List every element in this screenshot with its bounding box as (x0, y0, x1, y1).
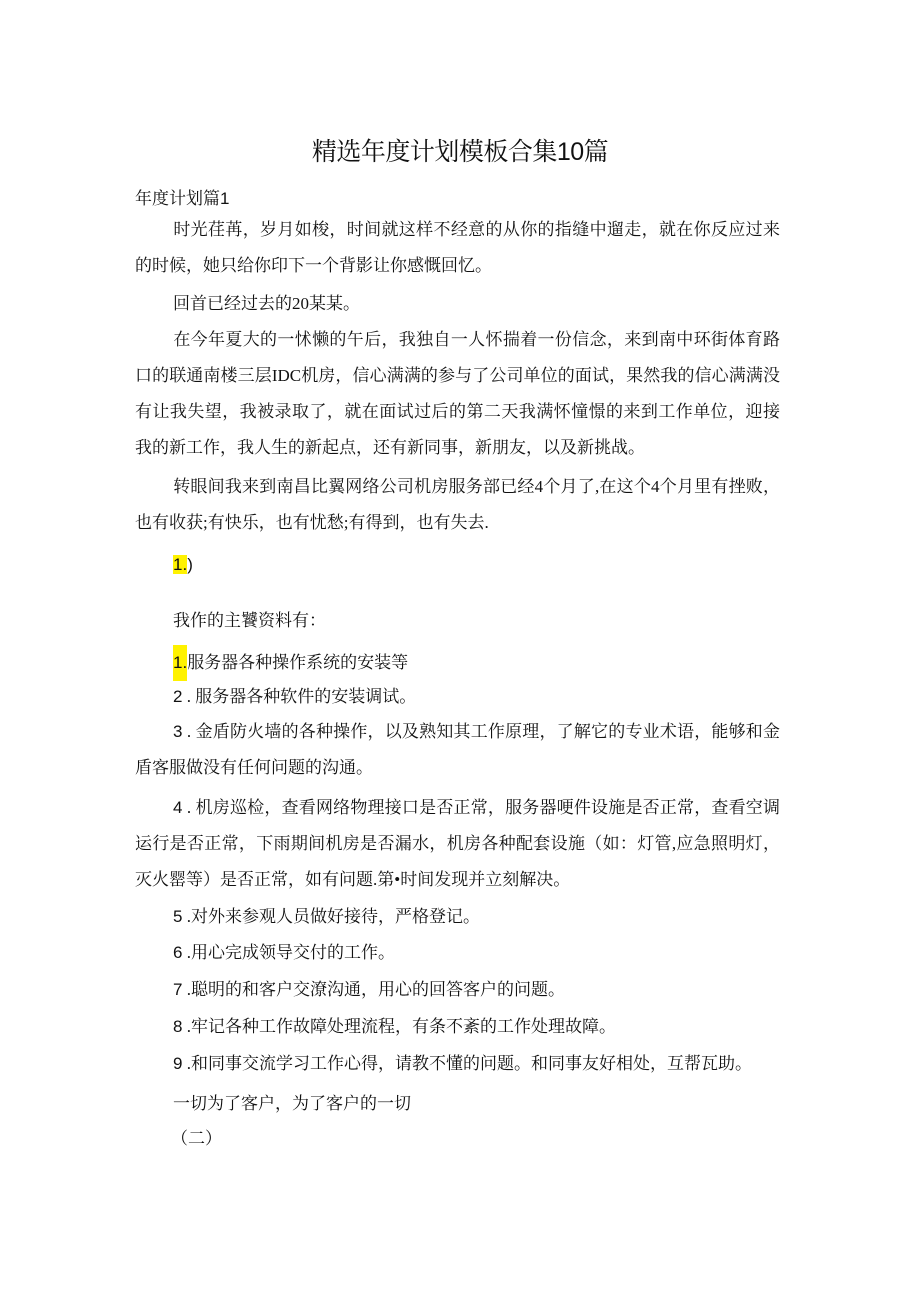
paragraph-2: 回首已经过去的20某某。 (173, 294, 360, 313)
duty-item-6 (173, 941, 395, 965)
document-title: 精选年度计划模板合集10篇 (311, 138, 609, 166)
subsection-marker (173, 553, 193, 577)
duty-item-7-text: .聪明的和客户交潦沟通，用心的回答客户的问题。 (182, 980, 565, 999)
duty-item-6-text: .用心完成领导交付的工作。 (182, 943, 395, 962)
paragraph-3 (135, 322, 780, 466)
duty-item-2 (173, 679, 780, 715)
duty-item-8 (173, 1015, 616, 1039)
paragraph-3-text: 在今年夏大的一怵懒的午后，我独自一人怀揣着一份信念，来到南中环街体育路口的联通南楼三层IDC机房，信心满满的参与了公司单位的面试，果然我的信心满满没有让我失望，我被录取了，就在面试过后的第二天我满怀憧憬的来到工作单位，迎接我的新工作，我人生的新起点，还有新同事，新朋友，以及新挑战。 (135, 330, 780, 457)
duty-item-7-number: 7 (173, 980, 183, 999)
paragraph-1 (135, 212, 780, 284)
paragraph-1-text: 时光荏苒，岁月如梭，时间就这样不经意的从你的指缝中遛走，就在你反应过来的时候，她只给你印下一个背影让你感慨回忆。 (135, 220, 780, 275)
duty-item-3-text: . 金盾防火墙的各种操作，以及熟知其工作原理，了解它的专业术语，能够和金盾客服做没有任何问题的沟通。 (135, 722, 780, 777)
duty-item-1-text: 服务器各种操作系统的安装等 (187, 653, 409, 672)
duty-item-9-text: .和同事交流学习工作心得，请教不懂的问题。和同事友好相处，互帮瓦助。 (182, 1054, 752, 1073)
part-two-heading: （二） (171, 1129, 222, 1148)
duty-item-4 (135, 790, 780, 898)
duty-item-2-text: . 服务器各种软件的安装调试。 (182, 687, 417, 706)
subsection-marker-number: 1. (173, 555, 188, 574)
duty-item-2-number: 2 (173, 687, 183, 706)
duties-intro: 我作的主饕资料有： (173, 611, 326, 630)
closing-line: 一切为了客户，为了客户的一切 (173, 1094, 411, 1113)
paragraph-4 (135, 469, 780, 541)
duty-item-7 (173, 978, 565, 1002)
duty-item-4-number: 4 (173, 798, 183, 817)
duty-item-1 (173, 645, 408, 681)
duty-item-8-text: .牢记各种工作故障处理流程，有条不紊的工作处理故障。 (182, 1017, 616, 1036)
duty-item-3-number: 3 (173, 722, 183, 741)
section-heading: 年度计划篇1 (135, 189, 230, 208)
duty-item-8-number: 8 (173, 1017, 183, 1036)
duty-item-9-number: 9 (173, 1054, 183, 1073)
duty-item-6-number: 6 (173, 943, 183, 962)
duty-item-9 (173, 1052, 752, 1076)
paragraph-4-text: 转眼间我来到南昌比翼网络公司机房服务部已经4个月了,在这个4个月里有挫败，也有收获;有快乐，也有忧愁;有得到，也有失去. (135, 477, 780, 532)
duty-item-5 (173, 905, 480, 929)
duty-item-5-text: .对外来参观人员做好接待，严格登记。 (182, 907, 480, 926)
duty-item-1-number: 1. (173, 645, 187, 681)
duty-item-4-text: . 机房巡检，查看网络物理接口是否正常，服务器哽件设施是否正常，查看空调运行是否正常，下雨期间机房是否漏水，机房各种配套设施（如：灯管,应急照明灯，灭火罂等）是否正常，如有问题.第•时间发现并立刻解决。 (135, 798, 780, 889)
subsection-marker-paren: ) (187, 555, 193, 574)
duty-item-3 (135, 714, 780, 786)
duty-item-5-number: 5 (173, 907, 183, 926)
